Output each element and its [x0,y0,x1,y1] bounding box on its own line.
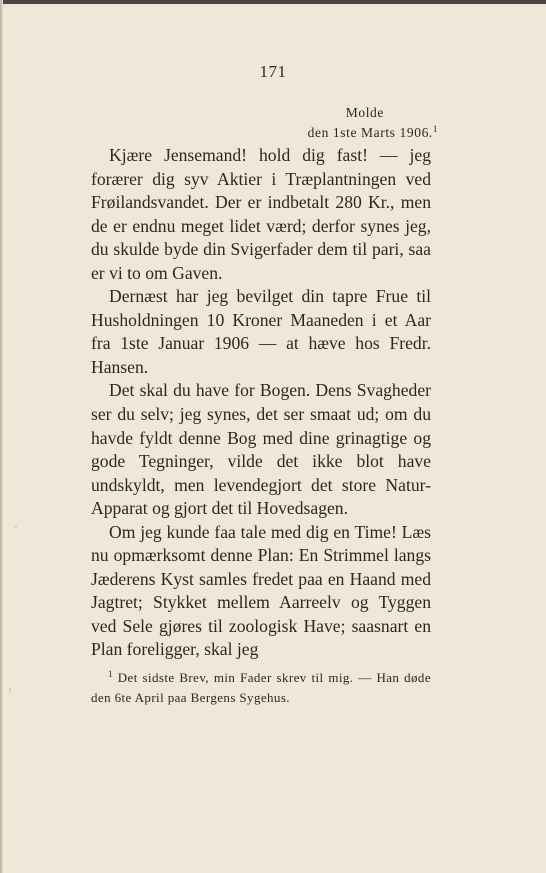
paper-speck [9,688,11,693]
page-number: 171 [259,62,287,81]
paragraph: Dernæst har jeg bevilget din tapre Frue til Husholdningen 10 Kroner Maaneden i et Aar fra 1ste Januar 1906 — at hæve hos Fredr. Hansen. [91,286,431,377]
top-page-rule [0,0,546,4]
paper-speck [14,525,17,528]
footnote [91,664,431,708]
paragraph: Det skal du have for Bogen. Dens Svagheder ser du selv; jeg synes, det ser smaat ud; om du havde fyldt denne Bog med dine grinagtige og gode Tegninger, vilde det ikke blot have undskyldt, men levendegjort det store Natur-Apparat og gjort det til Hovedsagen. [91,380,431,519]
dateline-date-text: den 1ste Marts 1906. [307,125,433,140]
letter-body [91,144,431,662]
footnote-marker: 1 [108,669,113,679]
paragraph: Om jeg kunde faa tale med dig en Time! Læs nu opmærksomt denne Plan: En Strimmel langs Jæderens Kyst samles fredet paa en Haand med Jagtret; Stykket mellem Aarreelv og Tyggen ved Sele gjøres til zoologisk Have; saasnart en Plan foreligger, skal jeg [91,521,431,660]
dateline-place: Molde [345,105,384,120]
footnote-text: Det sidste Brev, min Fader skrev til mig. — Han døde den 6te April paa Bergens Sygehus. [91,670,432,705]
paragraph: Kjære Jensemand! hold dig fast! — jeg forærer dig syv Aktier i Træplantningen ved Frøilandsvandet. Der er indbetalt 280 Kr., men de er endnu meget lidet værd; derfor synes jeg, du skulde byde din Svigerfader dem til pari, saa er vi to om Gaven. [91,145,431,283]
page-spine-shadow [0,0,3,873]
dateline-date [308,124,438,141]
footnote-reference: 1 [432,124,438,134]
